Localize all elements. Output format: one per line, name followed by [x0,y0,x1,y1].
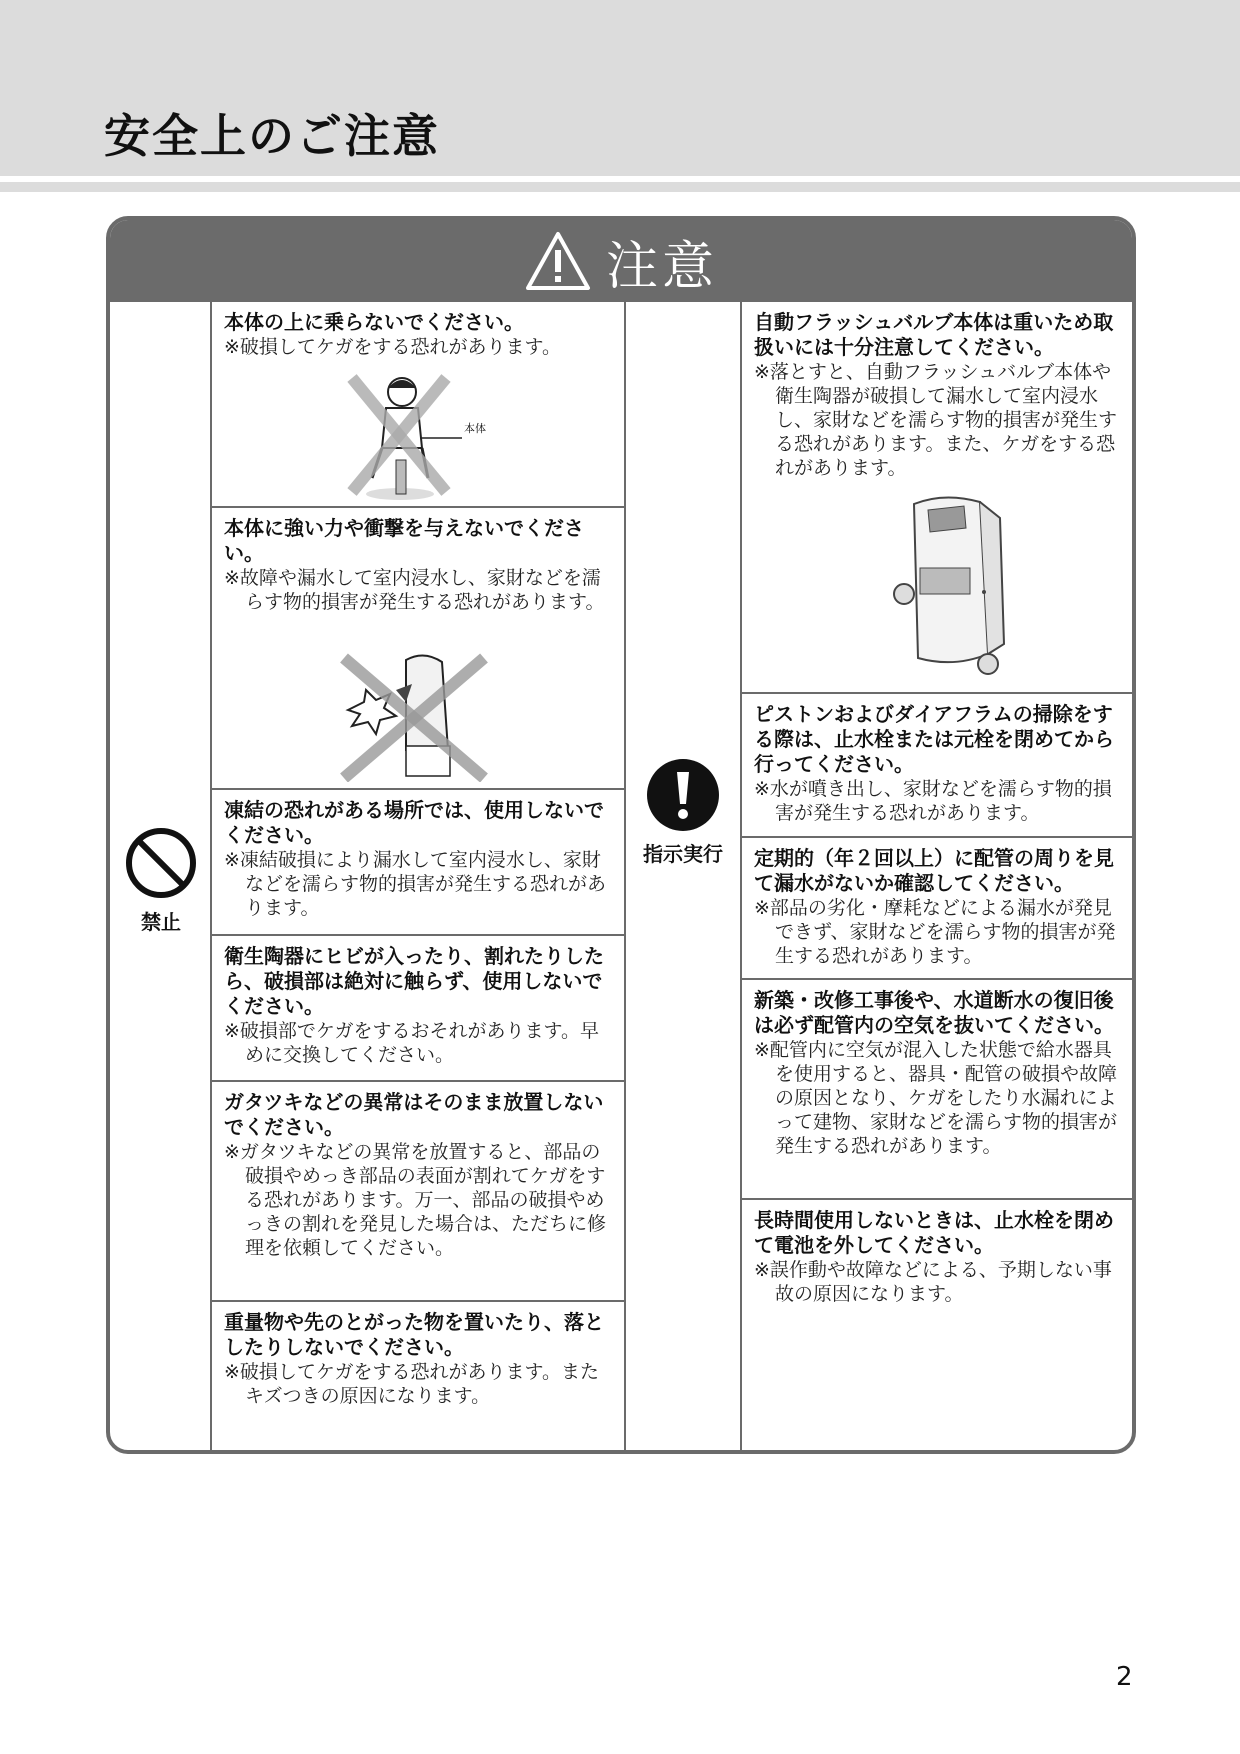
flush-valve-illustration [884,494,1014,682]
instruction-symbol [630,758,736,867]
illustration-label: 本体 [464,422,486,435]
item-note: ※故障や漏水して室内浸水し、家財などを濡らす物的損害が発生する恐れがあります。 [224,567,605,613]
item-note: ※部品の劣化・摩耗などによる漏水が発見できず、家財などを濡らす物的損害が発生する恐れがあります。 [754,897,1116,967]
item-heading: 重量物や先のとがった物を置いたり、落としたりしないでください。 [224,1310,604,1359]
instruction-item [742,1200,1132,1454]
prohibition-item [212,1302,624,1454]
mandatory-action-icon [646,758,720,832]
item-heading: 衛生陶器にヒビが入ったり、割れたりしたら、破損部は絶対に触らず、使用しないでください。 [224,944,604,1018]
item-heading: ピストンおよびダイアフラムの掃除をする際は、止水栓または元栓を閉めてから行ってください。 [754,702,1114,776]
item-heading: 本体に強い力や衝撃を与えないでください。 [224,516,584,565]
item-note: ※ガタツキなどの異常を放置すると、部品の破損やめっき部品の表面が割れてケガをする恐れがあります。万一、部品の破損やめっきの割れを発見した場合は、ただちに修理を依頼してください。 [224,1141,607,1259]
item-note: ※誤作動や故障などによる、予期しない事故の原因になります。 [754,1259,1112,1305]
prohibition-icon [124,826,198,900]
item-note: ※破損してケガをする恐れがあります。 [224,336,562,358]
impact-prohibited-illustration [336,650,492,782]
caution-header [110,220,1132,302]
item-note: ※凍結破損により漏水して室内浸水し、家財などを濡らす物的損害が発生する恐れがあります。 [224,849,607,919]
instruction-label: 指示実行 [643,842,723,866]
warning-triangle-icon [524,230,592,292]
item-heading: ガタツキなどの異常はそのまま放置しないでください。 [224,1090,604,1139]
header-divider [0,182,1240,192]
column-divider [624,302,626,1454]
caution-box [106,216,1136,1454]
item-heading: 凍結の恐れがある場所では、使用しないでください。 [224,798,604,847]
item-heading: 本体の上に乗らないでください。 [224,310,524,334]
prohibition-item [212,1082,624,1300]
prohibition-label: 禁止 [141,910,181,934]
instruction-item [742,694,1132,836]
instruction-item [742,838,1132,978]
page-number: 2 [1116,1662,1133,1692]
item-note: ※破損部でケガをするおそれがあります。早めに交換してください。 [224,1020,600,1066]
instruction-item [742,980,1132,1198]
prohibition-symbol [116,826,206,935]
item-heading: 自動フラッシュバルブ本体は重いため取扱いには十分注意してください。 [754,310,1114,359]
item-note: ※破損してケガをする恐れがあります。またキズつきの原因になります。 [224,1361,600,1407]
page-title: 安全上のご注意 [104,109,440,163]
item-note: ※水が噴き出し、家財などを濡らす物的損害が発生する恐れがあります。 [754,778,1112,824]
person-on-valve-illustration [342,368,538,500]
prohibition-item [212,936,624,1080]
item-note: ※落とすと、自動フラッシュバルブ本体や衛生陶器が破損して漏水して室内浸水し、家財などを濡らす物的損害が発生する恐れがあります。また、ケガをする恐れがあります。 [754,361,1118,479]
item-note: ※配管内に空気が混入した状態で給水器具を使用すると、器具・配管の破損や故障の原因となり、ケガをしたり水漏れによって建物、家財などを濡らす物的損害が発生する恐れがあります。 [754,1039,1118,1157]
caution-title: 注意 [605,236,718,297]
prohibition-item [212,790,624,934]
item-heading: 定期的（年２回以上）に配管の周りを見て漏水がないか確認してください。 [754,846,1114,895]
item-heading: 長時間使用しないときは、止水栓を閉めて電池を外してください。 [754,1208,1114,1257]
item-heading: 新築・改修工事後や、水道断水の復旧後は必ず配管内の空気を抜いてください。 [754,988,1114,1037]
